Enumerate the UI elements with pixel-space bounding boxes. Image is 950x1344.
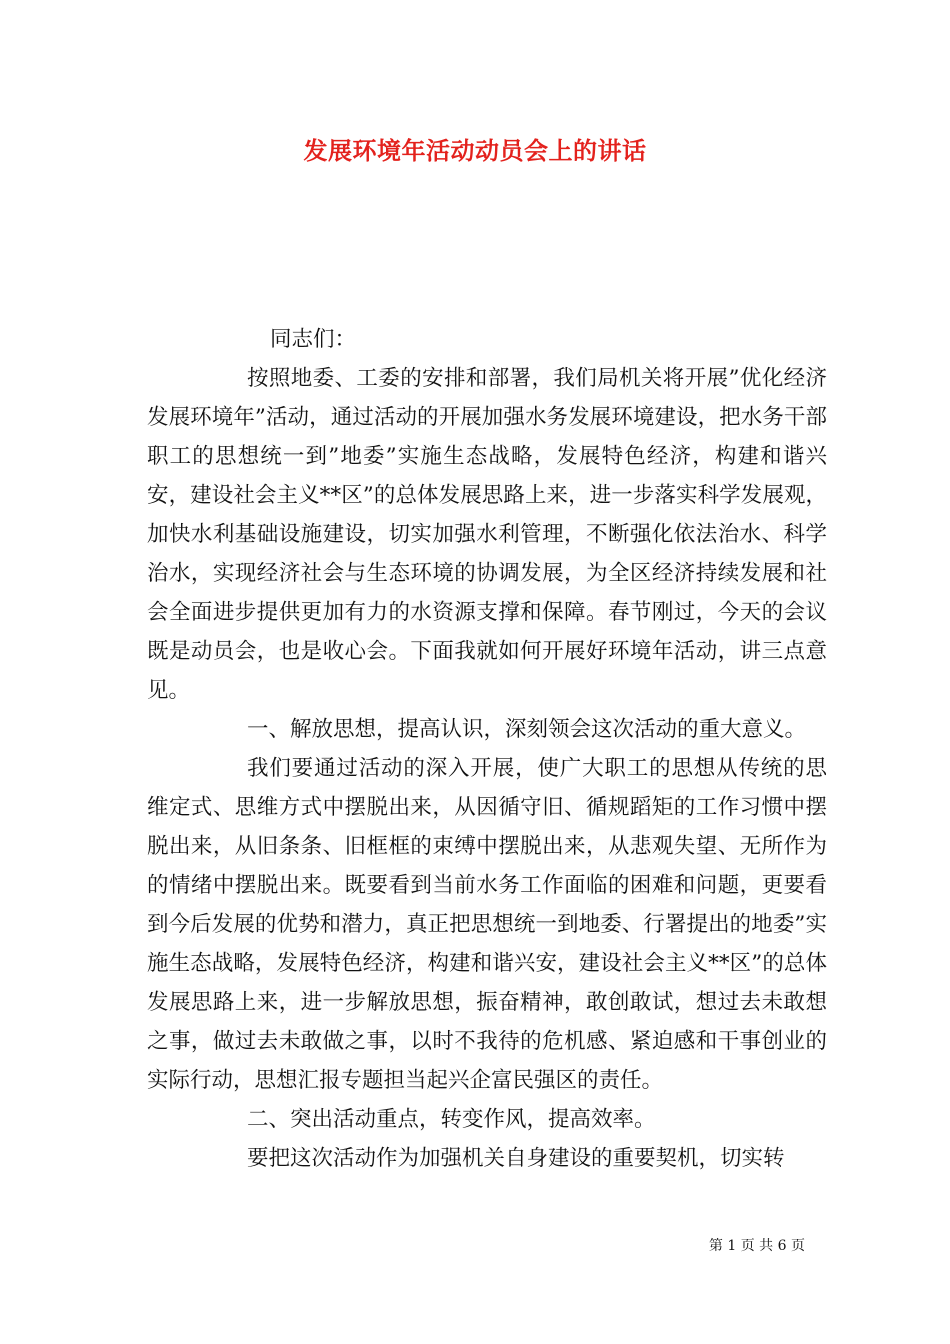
section-heading: 二、突出活动重点，转变作风，提高效率。: [247, 1107, 656, 1132]
section-heading: 一、解放思想，提高认识，深刻领会这次活动的重大意义。: [247, 717, 807, 742]
body-paragraph: 按照地委、工委的安排和部署，我们局机关将开展”优化经济发展环境年”活动，通过活动的开展加强水务发展环境建设，把水务干部职工的思想统一到”地委”实施生态战略，发展特色经济，构建和谐兴安，建设社会主义**区”的总体发展思路上来，进一步落实科学发展观，加快水利基础设施建设，切实加强水利管理，不断强化依法治水、科学治水，实现经济社会与生态环境的协调发展，为全区经济持续发展和社会全面进步提供更加有力的水资源支撑和保障。春节刚过，今天的会议既是动员会，也是收心会。下面我就如何开展好环境年活动，讲三点意见。: [147, 366, 827, 703]
greeting: 同志们：: [270, 327, 357, 352]
page-number-footer: 第 1 页 共 6 页: [708, 1238, 805, 1254]
document-body: [147, 320, 827, 1178]
body-paragraph: 我们要通过活动的深入开展，使广大职工的思想从传统的思维定式、思维方式中摆脱出来，从因循守旧、循规蹈矩的工作习惯中摆脱出来，从旧条条、旧框框的束缚中摆脱出来，从悲观失望、无所作为的情绪中摆脱出来。既要看到当前水务工作面临的困难和问题，更要看到今后发展的优势和潜力，真正把思想统一到地委、行署提出的地委”实施生态战略，发展特色经济，构建和谐兴安，建设社会主义**区”的总体发展思路上来，进一步解放思想，振奋精神，敢创敢试，想过去未敢想之事，做过去未敢做之事，以时不我待的危机感、紧迫感和干事创业的实际行动，思想汇报专题担当起兴企富民强区的责任。: [147, 756, 827, 1093]
body-paragraph: 要把这次活动作为加强机关自身建设的重要契机，切实转: [247, 1146, 785, 1171]
document-title: 发展环境年活动动员会上的讲话: [303, 137, 647, 165]
